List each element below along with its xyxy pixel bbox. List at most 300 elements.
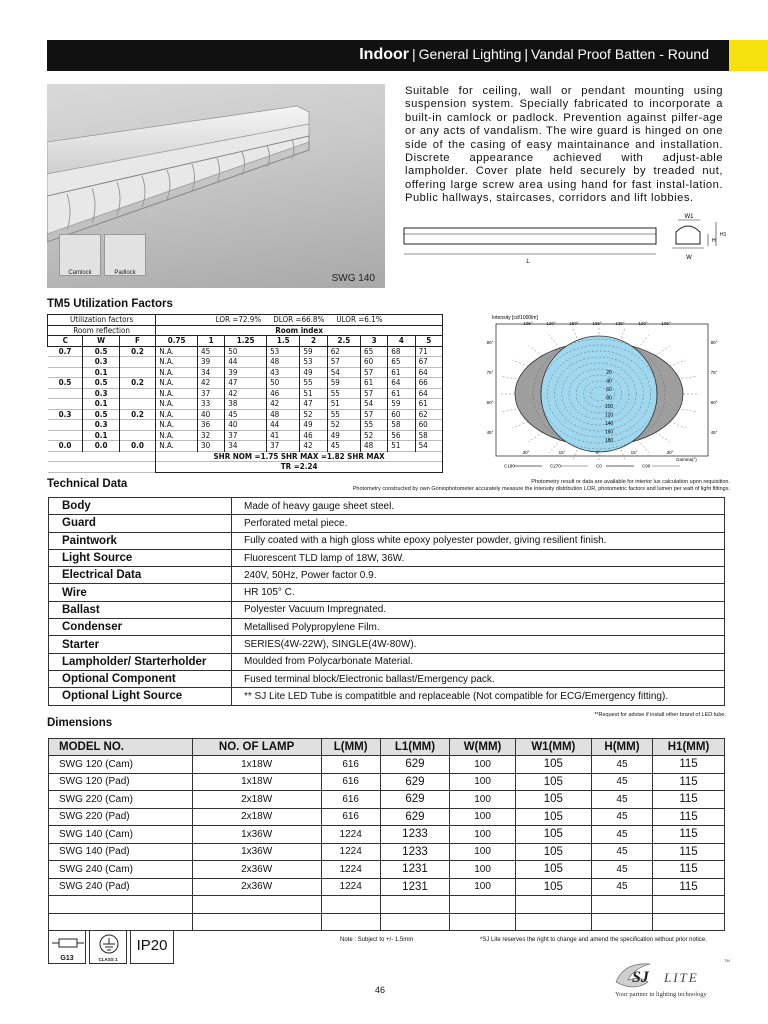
dims-cell: 115 (653, 878, 725, 896)
dims-row (49, 773, 725, 791)
util-cell: 52 (300, 409, 327, 420)
polar-ring-label: 20 (606, 370, 612, 376)
util-cell: 56 (388, 430, 415, 441)
util-cell: 30 (198, 441, 225, 452)
util-cell: 68 (388, 346, 415, 357)
polar-top-angle: 135° (615, 321, 625, 326)
dimensions-table (48, 738, 725, 931)
tech-row (49, 567, 725, 584)
util-cell (119, 420, 155, 431)
page-header-bar (47, 40, 729, 71)
util-row (48, 388, 443, 399)
tech-key: Optional Light Source (49, 688, 232, 705)
header-category: General Lighting (418, 46, 522, 62)
util-cell: 39 (225, 367, 267, 378)
util-col-col_w: W (83, 336, 119, 347)
polar-right-angle: 75° (710, 370, 718, 375)
dim-label-w1: W1 (684, 214, 694, 220)
polar-top-angle: 105° (523, 321, 533, 326)
utilization-title: TM5 Utilization Factors (47, 298, 173, 310)
dim-label-w: W (686, 255, 692, 261)
util-cell: 61 (361, 378, 388, 389)
dims-cell: 1224 (321, 861, 380, 879)
polar-legend-label: C90 (642, 463, 651, 469)
util-cell: N.A. (156, 409, 198, 420)
util-cell: N.A. (156, 399, 198, 410)
dims-cell: 1x36W (192, 843, 321, 861)
polar-bottom-angle: 30° (522, 450, 530, 455)
class1-earth-icon (89, 930, 127, 964)
page-number: 46 (374, 985, 385, 995)
dims-cell (653, 896, 725, 914)
polar-ring-label: 160 (604, 429, 614, 436)
polar-top-angle: 105° (661, 321, 671, 326)
tech-key: Wire (49, 584, 232, 601)
tech-key: Lampholder/ Starterholder (49, 653, 232, 670)
util-cell: 53 (267, 346, 300, 357)
dim-label-h1: H1 (720, 232, 727, 238)
util-cell: 0.2 (119, 409, 155, 420)
dims-header: H(MM) (591, 739, 652, 756)
dims-cell: 45 (591, 861, 652, 879)
tech-value: HR 105° C. (232, 584, 725, 601)
dims-cell: 100 (450, 843, 515, 861)
util-cell (119, 430, 155, 441)
dims-cell: 2x36W (192, 878, 321, 896)
dims-row (49, 913, 725, 931)
dims-cell: 115 (653, 843, 725, 861)
util-cell: 0.2 (119, 346, 155, 357)
dimensions-title: Dimensions (47, 717, 113, 729)
util-cell: 42 (198, 378, 225, 389)
util-row (48, 430, 443, 441)
dims-cell (192, 896, 321, 914)
tech-value: Moulded from Polycarbonate Material. (232, 653, 725, 670)
util-cell: 61 (388, 388, 415, 399)
header-section: Indoor (359, 46, 409, 63)
logo-mark: SJ (632, 969, 649, 986)
product-photo (47, 84, 385, 288)
util-cell (48, 420, 83, 431)
util-cell: 0.0 (48, 441, 83, 452)
dims-cell: SWG 120 (Cam) (49, 756, 193, 774)
util-cell: N.A. (156, 357, 198, 368)
g13-icon (48, 930, 86, 964)
util-cell: N.A. (156, 378, 198, 389)
dims-row (49, 843, 725, 861)
tech-value: Polyester Vacuum Impregnated. (232, 601, 725, 618)
dims-header: L1(MM) (380, 739, 450, 756)
util-cell: 0.3 (83, 388, 119, 399)
dims-cell: 1224 (321, 826, 380, 844)
dims-cell: 629 (380, 791, 450, 809)
util-cell: 53 (300, 357, 327, 368)
dims-cell: 1233 (380, 843, 450, 861)
util-lor-values (156, 315, 443, 326)
util-ulor: ULOR =6.1% (336, 315, 383, 324)
dims-cell: 2x18W (192, 791, 321, 809)
util-cell: 62 (415, 409, 442, 420)
dims-cell: 105 (515, 791, 591, 809)
polar-ring-label: 40 (606, 378, 612, 385)
dims-cell: 45 (591, 808, 652, 826)
util-cell: 52 (327, 420, 360, 431)
tech-row (49, 670, 725, 687)
util-cell: 50 (225, 346, 267, 357)
util-cell: 64 (415, 367, 442, 378)
tech-value: ** SJ Lite LED Tube is compatitble and replaceable (Not compatible for ECG/Emergency fitting). (232, 688, 725, 705)
tech-key: Guard (49, 515, 232, 532)
tech-value: Fused terminal block/Electronic ballast/Emergency pack. (232, 670, 725, 687)
dims-row (49, 756, 725, 774)
util-cell: 49 (300, 367, 327, 378)
util-cell: 65 (361, 346, 388, 357)
dims-cell (515, 896, 591, 914)
util-shr-line2: TR =2.24 (156, 462, 443, 473)
dims-cell: 105 (515, 861, 591, 879)
util-cell: 0.1 (83, 399, 119, 410)
util-cell: 60 (361, 357, 388, 368)
util-cell (48, 388, 83, 399)
tech-value: 240V, 50Hz, Power factor 0.9. (232, 567, 725, 584)
util-cell: 37 (225, 430, 267, 441)
util-cell: 44 (267, 420, 300, 431)
logo-text: LITE (664, 970, 699, 985)
util-cell (119, 357, 155, 368)
util-cell: 57 (327, 357, 360, 368)
util-cell: 42 (225, 388, 267, 399)
dims-header: W(MM) (450, 739, 515, 756)
util-cell: 71 (415, 346, 442, 357)
util-cell: 46 (267, 388, 300, 399)
polar-legend-label: C180 (504, 463, 515, 469)
dims-cell: 616 (321, 773, 380, 791)
util-cell (48, 430, 83, 441)
photometry-note-2: Photometry constructed by own Goniophotometer accurately measure the intensity distribution LOR, photometric factors and lumen per watt of light fittings. (352, 486, 730, 492)
dims-cell (192, 913, 321, 931)
util-cell: 0.1 (83, 367, 119, 378)
util-cell: N.A. (156, 388, 198, 399)
tech-row (49, 584, 725, 601)
dims-cell: 45 (591, 878, 652, 896)
polar-ring-label: 80 (606, 395, 612, 402)
dims-cell: 1233 (380, 826, 450, 844)
util-cell: 61 (415, 399, 442, 410)
dims-cell: 616 (321, 791, 380, 809)
util-cell: 58 (415, 430, 442, 441)
dims-cell (591, 913, 652, 931)
polar-gamma-label: Gamma(°) (676, 457, 697, 462)
dims-cell (321, 913, 380, 931)
util-cell: 54 (415, 441, 442, 452)
dims-cell: 1x18W (192, 756, 321, 774)
dims-cell: 105 (515, 756, 591, 774)
dims-cell (450, 913, 515, 931)
util-row (48, 409, 443, 420)
util-row (48, 420, 443, 431)
util-cell: 55 (300, 378, 327, 389)
dims-cell: 115 (653, 756, 725, 774)
dims-cell: SWG 220 (Pad) (49, 808, 193, 826)
dims-cell: 45 (591, 826, 652, 844)
dims-cell: 2x36W (192, 861, 321, 879)
util-cell: 40 (198, 409, 225, 420)
polar-bottom-angle: 30° (666, 450, 674, 455)
polar-right-angle: 45° (710, 430, 718, 435)
dims-cell: 629 (380, 808, 450, 826)
dim-label-l: L (526, 259, 530, 265)
tech-value: Made of heavy gauge sheet steel. (232, 498, 725, 515)
tech-key: Light Source (49, 549, 232, 566)
util-cell: 57 (361, 367, 388, 378)
dims-cell: SWG 140 (Pad) (49, 843, 193, 861)
polar-right-angle: 60° (710, 400, 718, 405)
util-dlor: DLOR =66.8% (273, 315, 325, 324)
util-cell: 60 (415, 420, 442, 431)
tech-value: Metallised Polypropylene Film. (232, 619, 725, 636)
dims-cell: 616 (321, 808, 380, 826)
tech-row (49, 498, 725, 515)
util-index-value: 0.75 (156, 336, 198, 347)
dims-header: H1(MM) (653, 739, 725, 756)
dims-cell: SWG 140 (Cam) (49, 826, 193, 844)
tech-row (49, 636, 725, 653)
util-cell: 32 (198, 430, 225, 441)
dims-cell (653, 913, 725, 931)
util-cell: 48 (361, 441, 388, 452)
rights-note: *SJ Lite reserves the right to change and amend the specification without prior notice. (480, 937, 707, 943)
util-cell: 65 (388, 357, 415, 368)
polar-top-angle: 165° (592, 321, 602, 326)
dims-cell: SWG 220 (Cam) (49, 791, 193, 809)
util-cell (48, 399, 83, 410)
tech-row (49, 653, 725, 670)
util-row (48, 378, 443, 389)
util-cell: 36 (198, 420, 225, 431)
photo-model-code: SWG 140 (331, 273, 375, 284)
util-cell: 55 (361, 420, 388, 431)
util-cell: 66 (415, 378, 442, 389)
dims-cell: 45 (591, 791, 652, 809)
dims-cell: 105 (515, 808, 591, 826)
polar-bottom-angle: 0° (595, 450, 601, 455)
polar-intensity-label: Intensity [cd/1000lm] (492, 315, 538, 321)
polar-top-angle: 120° (638, 321, 648, 326)
dims-cell: 115 (653, 826, 725, 844)
util-index-value: 2 (300, 336, 327, 347)
tech-value: SERIES(4W-22W), SINGLE(4W-80W). (232, 636, 725, 653)
logo-tm: TM (724, 958, 730, 963)
dims-cell: 105 (515, 773, 591, 791)
tech-key: Optional Component (49, 670, 232, 687)
dims-cell: 105 (515, 843, 591, 861)
dims-cell: 100 (450, 861, 515, 879)
util-cell: 48 (267, 357, 300, 368)
util-cell: 45 (327, 441, 360, 452)
tech-key: Body (49, 498, 232, 515)
dims-cell: 105 (515, 878, 591, 896)
util-cell: 51 (300, 388, 327, 399)
util-cell: 0.5 (83, 409, 119, 420)
util-index-value: 4 (388, 336, 415, 347)
util-cell: 42 (300, 441, 327, 452)
util-cell (48, 357, 83, 368)
util-cell: N.A. (156, 430, 198, 441)
tech-key: Paintwork (49, 532, 232, 549)
util-cell: 0.1 (83, 430, 119, 441)
header-product: Vandal Proof Batten - Round (531, 46, 709, 62)
util-cell: 43 (267, 367, 300, 378)
dims-cell: 115 (653, 773, 725, 791)
tech-value: Perforated metal piece. (232, 515, 725, 532)
header-accent-block (729, 40, 768, 71)
polar-ring-label: 60 (606, 387, 612, 393)
technical-table (48, 497, 725, 706)
dims-cell (321, 896, 380, 914)
util-cell: 58 (388, 420, 415, 431)
dims-cell (380, 896, 450, 914)
polar-left-angle: 90° (486, 340, 494, 345)
utilization-table (47, 314, 443, 473)
util-cell: 64 (388, 378, 415, 389)
tech-row (49, 688, 725, 705)
dims-cell: 100 (450, 808, 515, 826)
util-cell: 62 (327, 346, 360, 357)
polar-ring-label: 120 (604, 412, 614, 419)
util-cell: 61 (388, 367, 415, 378)
dims-cell: 1224 (321, 843, 380, 861)
util-cell: 45 (198, 346, 225, 357)
util-cell: 51 (327, 399, 360, 410)
util-cell (48, 367, 83, 378)
util-cell: 41 (267, 430, 300, 441)
dims-row (49, 896, 725, 914)
util-cell: 64 (415, 388, 442, 399)
util-cell: 0.5 (48, 378, 83, 389)
util-cell: 45 (225, 409, 267, 420)
util-cell: 0.3 (48, 409, 83, 420)
util-cell: 54 (327, 367, 360, 378)
polar-curve-c0 (541, 336, 657, 452)
util-index-value: 1 (198, 336, 225, 347)
util-col-col_c: C (48, 336, 83, 347)
dimension-drawing (400, 212, 730, 268)
util-col-col_f: F (119, 336, 155, 347)
dims-row (49, 878, 725, 896)
logo-tagline: Your partner in lighting technology (615, 991, 707, 998)
polar-legend-label: C0 (596, 463, 602, 469)
tech-row (49, 515, 725, 532)
dims-cell: 1231 (380, 861, 450, 879)
dims-cell: 100 (450, 826, 515, 844)
util-room-index: Room index (156, 325, 443, 336)
dims-cell (515, 913, 591, 931)
polar-bottom-angle: 15° (630, 450, 638, 455)
util-cell: 33 (198, 399, 225, 410)
dims-cell: 100 (450, 791, 515, 809)
polar-right-angle: 90° (710, 340, 718, 345)
tech-row (49, 619, 725, 636)
util-cell: 0.5 (83, 378, 119, 389)
polar-top-angle: 150° (569, 321, 579, 326)
util-cell: 67 (415, 357, 442, 368)
util-index-value: 2.5 (327, 336, 360, 347)
util-cell: 0.0 (119, 441, 155, 452)
util-cell: 55 (327, 409, 360, 420)
polar-ring-label: 100 (604, 404, 614, 410)
polar-ring-label: 140 (604, 421, 614, 427)
dims-header: MODEL NO. (49, 739, 193, 756)
dims-cell: 2x18W (192, 808, 321, 826)
util-cell: 59 (327, 378, 360, 389)
util-cell: 46 (300, 430, 327, 441)
polar-legend-label: C270 (550, 463, 561, 469)
dims-cell (380, 913, 450, 931)
dims-cell (49, 913, 193, 931)
util-index-value: 1.25 (225, 336, 267, 347)
util-cell (119, 399, 155, 410)
util-cell: 57 (361, 409, 388, 420)
tech-key: Condenser (49, 619, 232, 636)
tech-row (49, 601, 725, 618)
polar-left-angle: 45° (486, 430, 494, 435)
util-cell: 42 (267, 399, 300, 410)
util-room-reflection: Room reflection (48, 325, 156, 336)
dims-cell: 629 (380, 773, 450, 791)
util-cell: 37 (267, 441, 300, 452)
dim-label-h: H (712, 238, 716, 244)
dims-cell: 45 (591, 843, 652, 861)
util-row (48, 357, 443, 368)
dims-cell: 45 (591, 773, 652, 791)
tech-value: Fluorescent TLD lamp of 18W, 36W. (232, 549, 725, 566)
dims-row (49, 791, 725, 809)
ip-rating-badge: IP20 (130, 930, 174, 964)
dimensions-note: **Request for advise if install other brand of LED tube. (594, 712, 726, 718)
util-cell: 0.5 (83, 346, 119, 357)
util-cell: 0.3 (83, 420, 119, 431)
dims-cell: 616 (321, 756, 380, 774)
dims-cell: SWG 120 (Pad) (49, 773, 193, 791)
util-cell: 0.0 (83, 441, 119, 452)
dims-header: NO. OF LAMP (192, 739, 321, 756)
util-cell: 60 (388, 409, 415, 420)
util-cell: 50 (267, 378, 300, 389)
util-cell: 51 (388, 441, 415, 452)
dims-cell (591, 896, 652, 914)
dims-row (49, 808, 725, 826)
util-cell: 55 (327, 388, 360, 399)
tech-row (49, 549, 725, 566)
dims-cell: 1x18W (192, 773, 321, 791)
util-row (48, 441, 443, 452)
util-cell: 37 (198, 388, 225, 399)
util-cell: 47 (300, 399, 327, 410)
util-cell: 0.3 (83, 357, 119, 368)
dims-cell: 100 (450, 773, 515, 791)
util-cell: 40 (225, 420, 267, 431)
util-cell: 38 (225, 399, 267, 410)
photometry-note-1: Photometry result or data are available for interior lux calculation upon requisition. (531, 479, 730, 485)
polar-light-distribution (486, 312, 718, 474)
util-cell: 49 (300, 420, 327, 431)
util-cell: N.A. (156, 346, 198, 357)
util-cell: 57 (361, 388, 388, 399)
header-title: Indoor | General Lighting | Vandal Proof Batten - Round (359, 46, 709, 63)
dims-header: W1(MM) (515, 739, 591, 756)
util-cell: 39 (198, 357, 225, 368)
dims-cell: 1224 (321, 878, 380, 896)
